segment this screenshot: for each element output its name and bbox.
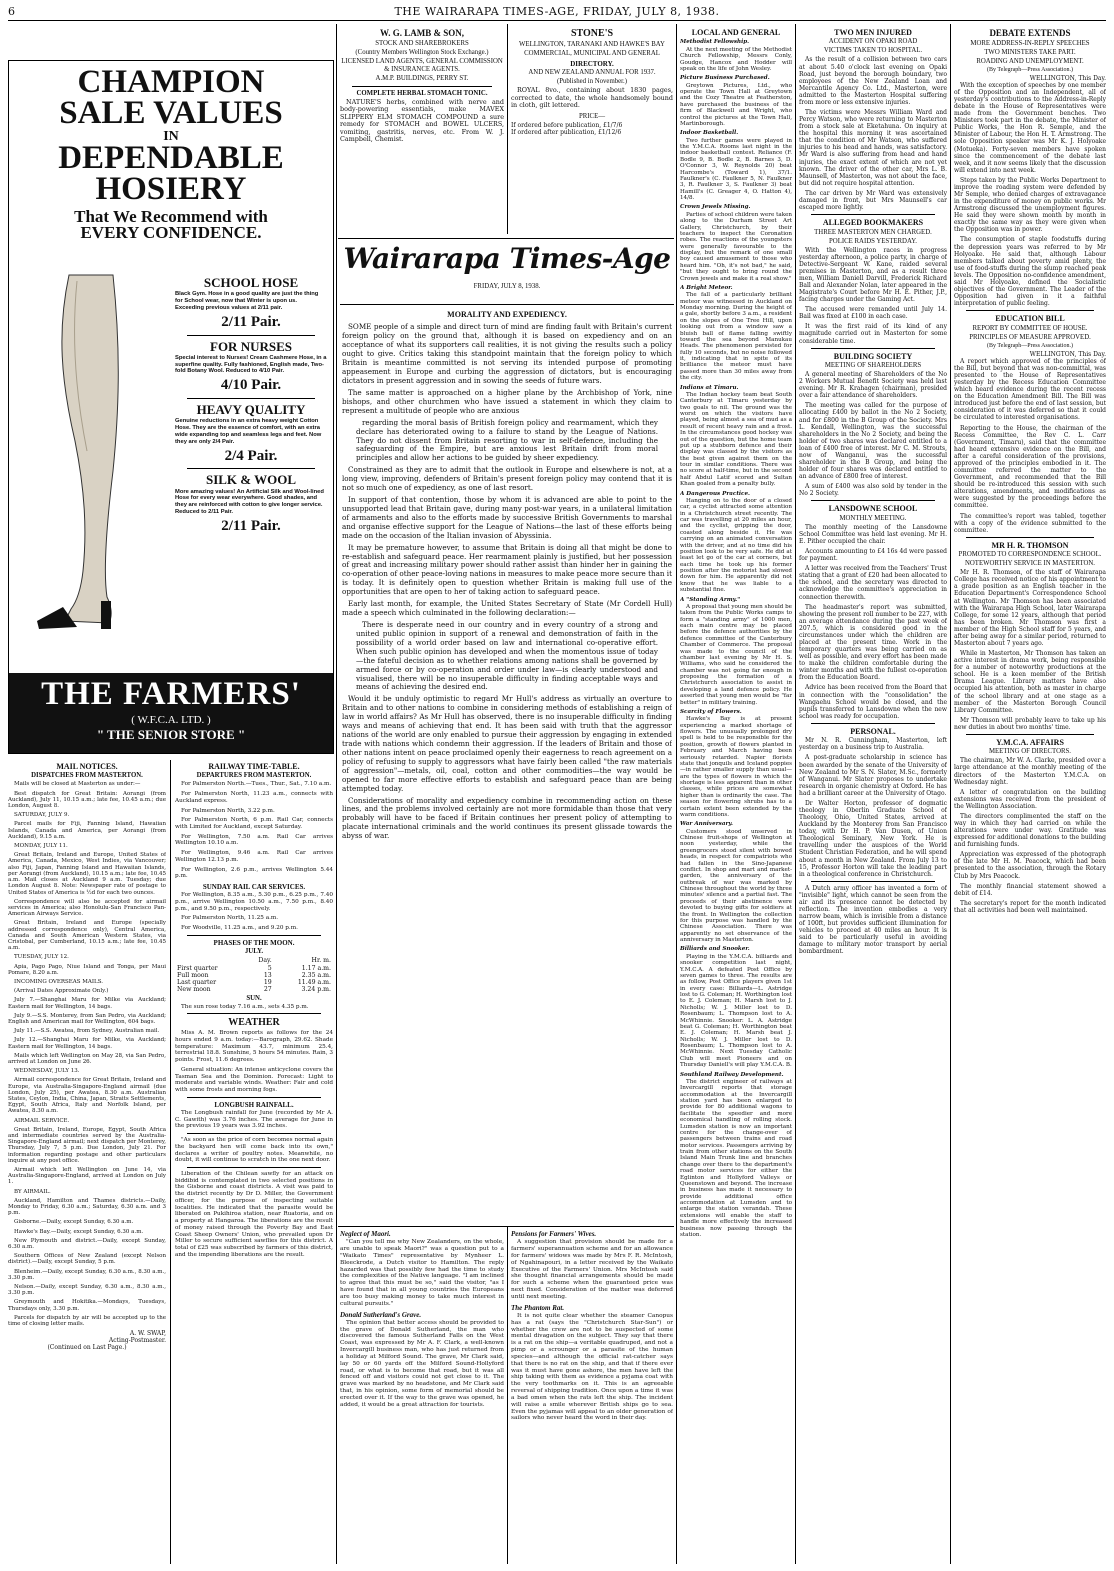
offer-title: SILK & WOOL [205,472,297,488]
masthead [8,6,1106,21]
moon-cell: 27 [263,986,272,994]
sun-title: SUN. [246,994,262,1002]
mail-paragraph: TUESDAY, JULY 12. [14,954,69,961]
lansdowne-body [799,524,947,720]
article-paragraph: Dr Walter Horton, professor of dogmatic theology in Oberlin Graduate School of Theology, Ohio, United States, arrived at Auckland by the Monterey from San Francisco today, with Dr H. P. Van Dusen, of Union Theological Seminary, New York. He is travelling under the auspices of the World Student Christian Federation, and he will spend about a month in New Zealand. From July 13 to 15, Professor Horton will take the leading part in a theological conference in Christchurch. [799,799,947,878]
section-title: LONGBUSH RAINFALL. [214,1100,294,1109]
section-subtitle: TWO MINISTERS TAKE PART. [984,48,1076,56]
divider [338,238,674,239]
article-paragraph: The meeting was called for the purpose of allocating £400 by ballot in the No 2 Society, and for £800 in the B Group of the Society. Mrs L. Kendall, Wellington, was the successful shareholders in the No 2 Society, and being the holder of two shares was declared entitled to a loan of £400 free of interest. Mr C. M. Strouts, now of Wanganui, was the successful shareholder in the B Group, and being the holder of four shares was declared entitled to an advance of £800 free of interest. [799,402,947,481]
bookmakers-body [799,247,947,345]
local-item-heading: A Dangerous Practice. [680,490,750,497]
item-heading: Neglect of Maori. [340,1230,391,1238]
stocking-leg-illustration [17,271,167,631]
personal-body [799,737,947,877]
weather-body [175,1030,333,1093]
continued-note: (Continued on Last Page.) [47,1344,127,1352]
item-text: The opinion that better access should be provided to the grave of Donald Sutherland, the man who discovered the famous Sutherland Falls on the West Coast, was expressed by Mr A. F. Clark, a well-known Invercargill business man, who has just returned from a holiday at Milford Sound. The grave, Mr Clark said, lay 50 or 60 yards off the Milford Sound-Hollyford road, or what is to become that road, but it was all fenced off and visitors could not get close to it. The grave was marked by no headstone, and Mr Clark said that, in his opinion, some form of memorial should be erected over it. If the way to the grave was opened, he added, it would be a great attraction for tourists. [340,1319,504,1408]
mail-paragraph: July 7.—Shanghai Maru for Milke via Auckland; Eastern mail for Wellington, 14 bags. [8,997,166,1010]
moon-cell: First quarter [177,964,218,972]
mail-paragraph: Auckland, Hamilton and Thames districts.—Daily, Monday to Friday, 6.30 a.m.; Saturday, 6.30 a.m. and 3 p.m. [8,1197,166,1217]
mail-paragraph: AIRMAIL SERVICE. [14,1117,70,1124]
section-subtitle: ACCIDENT ON OPAKI ROAD [828,38,918,46]
article-paragraph: Advice has been received from the Board that in connection with the "consolidation" the Wangaehu School would be closed, and the pupils transferred to Lansdowne when the new school was ready for occupation. [799,684,947,720]
local-item-text: The district engineer of railways at Invercargill reports that storage accommodation at the Invercargill station yard has been enlarged to provide for 80 additional wagons to facilitate the speedier and more economical handling of rolling stock. Lumsden station is now an important centre for the change-over of passengers between trains and road motor services. Passengers arriving by train from other stations on the South Island Main Trunk line and branches change over there to the department's road motor services for either the Eglinton and Hollyford Valleys or Queenstown and beyond. The increase in business has made it necessary to provide additional office accommodation at Lumsden and to enlarge the station verandah. These extensions will enable the staff to handle more effectively the increased business now passing through the station. [680,1078,792,1238]
local-item-heading: Crown Jewels Missing. [680,204,751,211]
store-sub: ( W.F.C.A. LTD. ) [131,713,211,726]
divider [811,500,935,501]
local-item-heading: A "Standing Army." [680,596,741,603]
editorial-masthead [340,242,674,302]
local-body [680,39,792,1238]
ad-tagline-2: EVERY CONFIDENCE. [80,222,262,242]
section-subtitle: PROMOTED TO CORRESPONDENCE SCHOOL. [958,551,1102,559]
article-paragraph: With the Wellington races in progress yesterday afternoon, a police party, in charge of Detective-Sergeant W. Kane, raided several premises in Masterton, and as a result three men, William Daniell Darvill, Frederick Richard Ball and Alexander Nolan, later appeared in the Magistrate's Court before Mr H. E. Pither, J.P., facing charges under the Gaming Act. [799,246,947,304]
divider [187,398,315,399]
mail-paragraph: New Plymouth and district.—Daily, except Sunday, 6.30 a.m. [8,1237,166,1251]
section-title: ALLEGED BOOKMAKERS [822,218,924,228]
price-label: PRICE— [578,112,606,120]
herbal-title: COMPLETE HERBAL STOMACH TONIC. [356,89,488,97]
education-body [954,358,1106,534]
mail-paragraph: Great Britain, Ireland and Europe (specially addressed correspondence only), Central America, Canada and South American Western States, via Cristobal, per Cumberland, 10.15 a.m.; late fee, 10.45 a.m. [8,920,166,952]
mail-paragraph: Parcels for dispatch by air will be accepted up to the time of closing letter mails. [8,1314,166,1328]
column-rule [795,24,796,1564]
editorial-title: MORALITY AND EXPEDIENCY. [447,310,567,319]
farmers-store-banner [9,673,333,753]
article-paragraph: Mr Thomson will probably leave to take up his new duties in about two months' time. [954,716,1106,731]
divider [811,348,935,349]
divider [187,1133,321,1134]
ad-line: WELLINGTON, TARANAKI AND HAWKE'S BAY [519,40,665,48]
dateline: WELLINGTON, This Day. [1029,350,1106,358]
editorial-paragraph: regarding the moral basis of British foreign policy and rearmament, which they declare has deteriorated owing to a failure to stand by the League of Nations. They do not dissent from Britain resorting to war in self-defence, including the safeguarding of the Empire, but are anxious lest Britain drift from moral principles and allow her actions to be guided by sheer expediency. [356,417,658,463]
ad-offers [175,273,327,537]
store-name: THE FARMERS' [41,676,301,712]
offer-body: Black Gym. Hose in a good quality are just the thing for School wear, now that Winter is upon us. Exceeding previous values at 2/11 pair. [175,291,319,311]
section-title: SUNDAY RAIL CAR SERVICES. [202,883,306,892]
item-text: "Can you tell me why New Zealanders, on the whole, are unable to speak Maori?" was a question put to a "Waikato Times" representative by Mynheer L. Bleeckrode, a Dutch visitor to Hamilton. The reply hazarded was that possibly few had the time to study the complexities of the Native language. "I am inclined to agree that this must be so," said the visitor, "as I have found that in all young countries the Europeans are too busy making money to take much interest in cultural pursuits." [340,1239,504,1307]
item-text: A suggestion that provision should be made for a farmers' superannuation scheme and for an allowance for farmers' widows was made by Mrs F. R. McIntosh, of Ngahinapouri, in a letter received by the Waikato Executive of the Farmers' Union. Mrs McIntosh said she thought financial arrangements should be made for such a scheme when the guaranteed price was next fixed. Consideration of the matter was deferred until next meeting. [511,1239,673,1300]
divider [966,734,1094,735]
ad-name: W. G. LAMB & SON, [380,28,464,38]
mail-paragraph: July 11.—S.S. Awatea, from Sydney, Australian mail. [14,1028,160,1035]
local-item-text: Hanging on to the door of a closed car, a cyclist attracted some attention in a Christchurch street recently. The car was travelling at 20 miles an hour, and the cyclist, gripping the door, coasted along beside it. He was carrying on an animated conversation with the driver, and at no time did his position look to be very safe. He did at least let go of the car at corners, but each time he took up his former position after the motorist had slowed down for him. He apparently did not know that he was liable to a substantial fine. [680,497,792,594]
mail-paragraph: Apia, Pago Pago, Niue Island and Tonga, per Maui Pomare, 8.20 a.m. [8,963,166,976]
ad-line: LICENSED LAND AGENTS, GENERAL COMMISSION & INSURANCE AGENTS. [341,57,503,73]
moon-month: JULY. [244,948,264,956]
divider [187,935,321,936]
ad-line: COMMERCIAL, MUNICIPAL AND GENERAL [524,49,660,57]
thomson-body [954,569,1106,731]
article-paragraph: Mr N. R. Cunningham, Masterton, left yesterday on a business trip to Australia. [799,737,947,752]
section-title: DEBATE EXTENDS [989,28,1071,38]
editorial-paragraph: It may be premature however, to assume that Britain is doing all that might be done to re-establish and safeguard peace. Her rearmament plainly is justified, but her possession of great and increasing military power should rather assist than hinder her in gaining the co-operation of other peace-loving nations in measures to make peace more secure than it is today. It is definitely open to question whether Britain is making full use of the opportunities that are open to her of taking action to safeguard peace. [342,542,672,597]
weather-paragraph: Miss A. M. Brown reports as follows for the 24 hours ended 9 a.m. today:—Barograph, 29.62. Shade temperature: Maximum 43.7, minimum 25.4, terrestrial 18.8. Sunshine, 5 hours 54 minutes. Rain, 3 points. Frost, 11.6 degrees. [175,1030,333,1064]
mail-paragraph: Airmail correspondence for Great Britain, Ireland and Europe, via Australia-Singapore-England airmail (due London, July 25), per Awatea, 8.30 a.m. Australian States, Ceylon, India, China, Japan, Straits Settlements, Egypt, South Africa, Italy and Norfolk Island, per Awatea, 8.30 a.m. [8,1077,166,1115]
mail-paragraph: SATURDAY, JULY 9. [14,812,70,819]
offer-body: Special interest to Nurses! Cream Cashmere Hose, in a superfine quality. Fully fashioned, English made, Two-fold Botany Wool. Reduced to 4/10 Pair. [175,354,327,375]
mail-paragraph: Correspondence will also be accepted for airmail services in America; also Honolulu-San Francisco Pan-American Airways Service. [8,898,166,918]
short-items-right [511,1228,673,1566]
divider [187,1167,321,1168]
ad-tagline: That We Recommend with [74,206,268,226]
moon-cell: Full moon [177,971,209,979]
offer-title: FOR NURSES [210,338,292,354]
article-paragraph: Appreciation was expressed of the photograph of the late Mr H. M. Peacock, which had been presented to the association, through the Rotary Club by Mrs Peacock. [954,851,1106,880]
mail-paragraph: Great Britain, Ireland and Europe, United States of America, Canada, Mexico, West Indies, via Vancouver; also Fiji, Japan, Fanning Island and Hawaiian Islands, per Aorangi (from Auckland), 10.15 a.m.; late fee, 10.45 a.m. Mail closes at Auckland 9 a.m. Tuesday; due London August 8. Note: Newspaper rate of postage to United States of America is ½d for each two ounces. [8,852,166,896]
mail-paragraph: July 9.—S.S. Monterey, from San Pedro, via Auckland; English and American mail for Wellington, 604 bags. [8,1012,166,1025]
ad-headline-4: DEPENDABLE [58,139,284,176]
article-paragraph: The monthly financial statement showed a debit of £14. [954,882,1106,897]
moon-cell: 2.35 a.m. [301,971,331,979]
mail-paragraph: WEDNESDAY, JULY 13. [14,1068,80,1075]
sunday-body [175,892,333,932]
mail-paragraph: Gisborne.—Daily, except Sunday, 6.30 a.m. [14,1219,134,1226]
offer-price: 2/11 Pair. [221,313,281,330]
article-paragraph: Mr H. R. Thomson, of the staff of Wairarapa College has received notice of his appointment to a grade position as an English teacher in the Education Department's Correspondence School at Wellington. Mr Thomson has been associated with the Wairarapa High School, later Wairarapa College, for some 12 years, although that period has been broken. Mr Thomson was first a member of the High School staff for 5 years, and after being away for a similar period, returned to Masterton about 7 years ago. [954,569,1106,647]
table-row [175,972,333,979]
article-paragraph: With the exception of speeches by one member of the Opposition and an Independent, all of yesterday's contributions to the Address-in-Reply debate in the House of Representatives were made from the Government benches. Two Ministers took part in the debate, the Minister of Public Works, the Hon R. Semple, and the Minister of Labour, the Hon H. T. Armstrong. The sole Opposition speaker was Mr K. J. Holyoake (Motueka). Forty-seven members have spoken since the commencement of the debate last week, and it now seems likely that the discussion will extend into next week. [954,81,1106,174]
ymca-body [954,757,1106,914]
ad-line: AND NEW ZEALAND ANNUAL FOR 1937. [528,69,656,77]
offer-silk-wool [175,472,327,535]
moon-cell: 19 [263,979,272,987]
short-items-left [340,1228,504,1566]
longbush-text: The Longbush rainfall for June (recorded by Mr A. C. Gawith) was 3.76 inches. The average for June in the previous 19 years was 3.92 inches. [175,1110,333,1130]
section-title: EDUCATION BILL [995,314,1065,324]
article-paragraph: The victims were Messrs William Ward and Percy Watson, who were returning to Masterton from a stock sale at Eketahuna. On inquiry at the hospital this morning it was ascertained that the condition of Mr Watson, who suffered injuries to his head and hands, was satisfactory. Mr Ward is also suffering from head and hand injuries, the exact extent of which are not yet known. The driver of the other car, Mrs L. B. Maunsell, of Masterton, was not about the face, but did not require hospital attention. [799,109,947,187]
table-row [175,979,333,986]
section-title: MAIL NOTICES. [56,762,118,771]
divider [811,881,935,882]
article-paragraph: A post-graduate scholarship in science has been awarded by the senate of the University of New Zealand to Mr S. N. Slater, M.Sc., formerly of Wanganui. Mr Slater proposes to undertake research in organic chemistry at Oxford. He has had a brilliant career at the University of Otago. [799,754,947,797]
moon-header-cell: Hr. m. [311,957,331,965]
divider [352,86,492,87]
moon-header-cell [175,957,246,964]
editorial-date: FRIDAY, JULY 8, 1938. [473,283,541,291]
railway-entry: For Wellington, 9.46 a.m. Rail Car arrives Wellington 12.13 p.m. [175,850,333,863]
dateline: WELLINGTON, This Day. [1029,74,1106,82]
divider [187,468,315,469]
local-item-heading: A Bright Meteor. [680,284,733,291]
mail-paragraph: BY AIRMAIL. [14,1188,51,1195]
stones-directory-ad [511,26,673,236]
offer-nurses [175,339,327,396]
railway-entry: For Palmerston North, 11.25 a.m. [181,915,279,922]
local-item-heading: Southland Railway Development. [680,1071,784,1078]
mail-paragraph: Hawke's Bay.—Daily, except Sunday, 6.30 a.m. [14,1228,144,1235]
section-subtitle: MORE ADDRESS-IN-REPLY SPEECHES [970,39,1090,47]
offer-title: HEAVY QUALITY [196,402,306,417]
mail-paragraph: Mails which left Wellington on May 28, via San Pedro, arrived at London on June 26. [8,1052,166,1065]
news-column-6 [954,26,1106,1566]
section-subtitle: POLICE RAIDS YESTERDAY. [829,237,917,245]
moon-cell: 5 [267,964,272,972]
section-subtitle: DISPATCHES FROM MASTERTON. [31,772,143,780]
price-line: If ordered after publication, £1/12/6 [511,128,622,136]
mail-paragraph: Nelson.—Daily, except Sunday, 6.30 a.m., 8.30 a.m., 3.30 p.m. [8,1284,166,1297]
byline: (By Telegraph—Press Association.) [987,66,1073,73]
ad-headline-1: CHAMPION [77,64,265,100]
section-subtitle: NOTEWORTHY SERVICE IN MASTERTON. [964,560,1096,568]
column-rule [507,24,508,234]
ad-body: ROYAL 8vo., containing about 1830 pages, corrected to date, the whole handsomely bound in cloth, gilt lettered. [511,86,673,110]
article-paragraph: Reporting to the House, the chairman of the Recess Committee, the Rev C. L. Carr (Government, Timaru), said that the committee had heard extensive evidence on the Bill, and after a careful consideration of the provisions, approved of the principles embodied in it. The committee referred the matter to the Government, and recommended that the Bill should be re-introduced this session with such alterations, amendments, and modifications as were suggested by the proceedings before the committee. [954,424,1106,510]
local-item-text: Parties of school children were taken along to the Durham Street Art Gallery, Christchurch, by their teachers to inspect the Coronation robes. The reactions of the youngsters were generally favourable to the display, but the remark of one small boy caused amusement to those who heard him. "Oh, it's not bad," he said, "but they ought to bring round the Crown jewels and make it a real show." [680,211,792,282]
mail-notices [8,760,166,1568]
section-title: LOCAL AND GENERAL [691,28,781,37]
railway-entry: For Wellington, 2.6 p.m., arrives Wellington 5.44 p.m. [175,866,333,880]
editorial-paragraph: Would it be unduly optimistic to regard Mr Hull's address as virtually an overture to Britain and to other nations to combine in considering methods of establishing a reign of law in world affairs? As Mr Hull has observed, there is no insuperable difficulty in finding ways and means of achieving that end. It has been said with truth that the aggressor nations of the world are only enabled to pursue their aggression by engaging in extended trade with nations which condemn their aggression. If the leaders of Britain and those of other nations intent on peace proclaimed openly their eagerness to reach agreement on a policy of refusing to supply to aggressors what have fairly been called "the raw materials of aggression"—metals, oil, coal, cotton and other commodities—the way would be opened to far more effective efforts to establish and safeguard peace than are being attempted today. [342,694,672,793]
potato-item: "As soon as the price of corn becomes normal again the backyard hen will come back into its own," declares a writer of poultry notes. Meanwhile, no doubt, it will continue to scratch in the one next door. [175,1137,333,1164]
mail-paragraph: Airmail which left Wellington on June 14, via Australia-Singapore-England, arrived at London on July 1. [8,1167,166,1186]
store-slogan: " THE SENIOR STORE " [96,726,246,742]
moon-cell: 3.24 p.m. [301,986,331,994]
offer-price: 2/11 Pair. [221,517,281,534]
column-rule [507,1226,508,1564]
offer-price: 2/4 Pair. [224,447,278,464]
article-paragraph: The headmaster's report was submitted, showing the present roll number to be 227, with an average attendance during the past week of 207.5, which is considered good in the circumstances under which the children are placed at the present time. Work in the temporary quarters was being carried on as well as possible, and every effort has been made to make the children comfortable during the winter months and with the fullest co-operation from the Education Board. [799,603,947,682]
local-item-text: The fall of a particularly brilliant meteor was witnessed in Auckland on Monday morning. During the height of a gale, shortly before 3 a.m., a resident on the slopes of One Tree Hill, upon looking out from a window saw a bluish ball of flame falling swiftly toward the sea beyond Manukau Heads. The phenomenon persisted for fully 10 seconds, but no noise followed it, indicating that in spite of its brilliance the meteor must have passed more than 30 miles away from the city. [680,292,792,382]
chilean-sawfly-item: Liberation of the Chilean sawfly for an attack on biddibid is contemplated in two selected positions in the Gisborne and coast districts. A visit was paid to the district recently by Dr D. Miller, the Government officer, for the purpose of inspecting suitable localities. He indicated that the parasite would be liberated on Pukihiroa station, near Ruatoria, and on a property at Hangaroa. The liberations are the result of money raised through the Poverty Bay and East Coast Sheep Owners' Union, who prevailed upon Dr Miller to secure sufficient sawflies for this district. A total of £25 was subscribed by farmers of this district, and the impending liberations are the result. [175,1171,333,1258]
item-heading: Donald Sutherland's Grave. [340,1310,422,1319]
railway-entry: For Palmerston North, 3.22 p.m. [181,807,275,814]
moon-cell: 13 [263,971,272,979]
section-subtitle: MONTHLY MEETING. [839,514,907,522]
mail-paragraph: Southern Offices of New Zealand (except Nelson district).—Daily, except Sunday, 5 p.m. [8,1253,166,1266]
editorial [342,308,672,1226]
ad-name: STONE'S [570,28,614,39]
local-item-text: Hawke's Bay is at present experiencing a marked shortage of flowers. The unusually prolonged dry spell is held to be responsible for the position, growth of flowers planted in February and March having been seriously retarded. Napier florists state that jonquils and Iceland poppies—in rather smaller supply than usual—are the types of flowers in which the shortage is less apparent than in other classes, while prices are somewhat higher than is ordinarily the case. The season for flowering shrubs has to a certain extent been extended by the warm conditions. [680,716,792,818]
divider [338,1226,674,1227]
section-title: TWO MEN INJURED [834,28,912,37]
ad-line: STOCK AND SHAREBROKERS [375,39,469,47]
article-paragraph: Steps taken by the Public Works Department to improve the roading system were defended by Mr Semple, who denied charges of extravagance in the expenditure of money on public works. Mr Armstrong discussed the unemployment figures. He said they were shown month by month in exactly the same way as they were given when the Opposition was in power. [954,176,1106,234]
offer-title: SCHOOL HOSE [203,275,299,290]
section-title: Y.M.C.A. AFFAIRS [996,737,1064,747]
section-title: PERSONAL. [850,726,896,736]
section-subtitle: ROADING AND UNEMPLOYMENT. [976,57,1084,65]
offer-heavy-quality [175,402,327,465]
section-title: RAILWAY TIME-TABLE. [208,762,300,771]
article-paragraph: The committee's report was tabled, together with a copy of the evidence submitted to the committee. [954,512,1106,534]
table-row [175,986,333,993]
ad-line: (Published in November.) [556,78,628,86]
section-title: BUILDING SOCIETY [833,351,913,361]
local-item-text: The Indian hockey team beat South Canterbury at Timaru yesterday by two goals to nil. The ground was the worst on which the visitors have played, being almost a sea of mud as a result of recent heavy rain and a frost. In the circumstances good hockey was out of the question, but the home team put up a stubborn defence and their display was classed by the visitors as the best given against them on the tour in similar conditions. There was no score at half-time, but in the second half Abdul Latif scored and Sultan Khan goaled from a penalty bully. [680,391,792,488]
offer-body: More amazing values! An Artificial Silk and Wool-lined Hose for every wear everywhere. Good shades, and they are reinforced with cotton to give longer service. Reduced to 2/11 Pair. [175,488,324,516]
editorial-paragraph: Constrained as they are to admit that the outlook in Europe and elsewhere is not, at a long view, improving, defenders of Britain's present foreign policy may contend that it is not so much one of expediency, as one of last resort. [342,465,672,493]
news-column-5 [799,26,947,1566]
local-item-text: Greytown Pictures, Ltd., who operate the Town Hall at Greytown and the Cozy Theatre at Featherston, have purchased the business of the firm of Blackwell and Wright, who control the pictures at the Town Hall, Martinborough. [680,82,792,127]
ad-headline-2: SALE VALUES [59,95,283,132]
sun-text: The sun rose today 7.16 a.m., sets 4.35 p.m. [181,1003,309,1010]
ad-line: (Country Members Wellington Stock Exchange.) [355,48,489,56]
mail-paragraph: Blenheim.—Daily, except Sunday, 6.30 a.m., 8.30 a.m., 3.30 p.m. [8,1268,166,1281]
editorial-paragraph: Considerations of morality and expediency combine in recommending action on these lines, and the problems involved certainly are not more formidable than those that very probably will have to be faced if Britain continues her present policy of attempting to placate international criminals and the world continues its present glissade towards the abyss of war. [342,795,672,841]
debate-body [954,82,1106,307]
article-paragraph: It was the first raid of its kind of any magnitude carried out in Masterton for some considerable time. [799,323,947,345]
mail-paragraph: Greymouth and Hokitika.—Mondays, Tuesdays, Thursdays only, 3.30 p.m. [8,1299,166,1312]
ad-line: DIRECTORY. [570,59,614,68]
weather-paragraph: General situation: An intense anticyclone covers the Tasman Sea and the Dominion. Forecast: Light to moderate and variable winds. Weather: Fair and cold with some frosts and morning fogs. [175,1066,333,1094]
divider [966,310,1094,311]
article-paragraph: A letter of congratulation on the building extensions was received from the president of the Wellington Association. [954,788,1106,810]
local-item-text: At the next meeting of the Methodist Church Fellowship, Messrs Conly, Goudge, Hancox and Hodder will speak on the life of John Wesley. [680,46,792,72]
offer-school-hose [175,275,327,332]
editorial-paragraph: There is desperate need in our country and in every country of a strong and united public opinion in support of a renewal and demonstration of faith in the possibility of a world order based on law and international co-operative effort. When such public opinion has developed and when the momentous issue of today—the fateful decision as to whether relations among nations shall be governed by armed force or by co-operation and order under law—is clearly understood and visualised, there will be no insuperable difficulty in finding acceptable ways and means of achieving the desired end. [356,620,658,692]
column-rule [676,24,677,1564]
table-row [175,965,333,972]
moon-cell: Last quarter [177,979,217,987]
section-subtitle: VICTIMS TAKEN TO HOSPITAL. [823,47,923,55]
railway-body [175,781,333,880]
section-subtitle: REPORT BY COMMITTEE OF HOUSE. [972,324,1088,332]
divider [811,723,935,724]
article-paragraph: The monthly meeting of the Lansdowne School Committee was held last evening. Mr H. E. Pither occupied the chair. [799,523,947,545]
section-subtitle: MEETING OF SHAREHOLDERS [824,362,922,370]
signature: A. W. SWAP, [129,1330,166,1338]
ad-line: A.M.P. BUILDINGS, PERRY ST. [375,74,469,82]
article-paragraph: A sum of £400 was also sold by tender in the No 2 Society. [799,483,947,498]
signature-title: Acting-Postmaster. [108,1337,166,1345]
article-paragraph: The car driven by Mr Ward was extensively damaged in front, but Mrs Maunsell's car escaped more lightly. [799,189,947,212]
local-item-heading: Indians at Timaru. [680,384,739,391]
offer-body: Genuine reductions in an extra heavy weight Cotton Hose. They are the essence of comfort, with an extra wide expanding top and seamless legs and feet. Now they are only 2/4 Pair. [175,418,322,445]
column-rule [950,24,951,1564]
masthead-title: THE WAIRARAPA TIMES-AGE, FRIDAY, JULY 8, 1938. [394,6,720,18]
divider [811,214,935,215]
divider [966,537,1094,538]
mail-paragraph: INCOMING OVERSEAS MAILS. [14,978,104,985]
editorial-paragraph: Early last month, for example, the United States Secretary of State (Mr Cordell Hull) made a speech which culminated in the following declaration:— [342,599,672,618]
section-subtitle: THREE MASTERTON MEN CHARGED. [814,228,932,236]
local-item-text: Two further games were played in the Y.M.C.A. Rooms last night in the indoor basketball contest. Reliance (F. Bodle 9, B. Bodle 2, B. Barnes 3, D. O'Connor 3, W. Reynolds 20) beat Harcombe's (Toward 1), 37/1. Faulkner's (C. Faulkner 5, N. Faulkner 3, R. Faulkner 3, S. Faulkner 3) beat Hamill's (C. Greager 4, O. Hatton 4), 14/8. [680,137,792,202]
article-paragraph: While in Masterton, Mr Thomson has taken an active interest in drama work, being responsible for a number of noteworthy productions at the school. He is a keen member of the British Drama League. Library matters have also occupied his attention, both as master in charge of the school library and at one stage as a member of the Masterton Borough Council Library Committee. [954,650,1106,714]
section-subtitle: MEETING OF DIRECTORS. [988,748,1071,756]
price-line: If ordered before publication, £1/7/6 [511,121,623,129]
lamb-son-ad [340,26,504,236]
mail-paragraph: MONDAY, JULY 11. [14,843,68,850]
local-item-text: A proposal that young men should be taken from the Public Works camps to form a "standing army" of 1000 men, each main centre may be placed before the defence authorities by the defence committee of the Canterbury Chamber of Commerce. The proposal was made to the council of the chamber last evening by Mr H. S. Williams, who said he considered the chamber was not going far enough in proposing the formation of a Christchurch association to assist in developing a land defence policy. He asserted that young men would be "far better" in military training. [680,603,792,706]
mail-paragraph: Best dispatch for Great Britain: Aorangi (from Auckland), July 11, 10.15 a.m.; late fee, 10.45 a.m.; due London, August 8. [8,790,166,810]
local-item-heading: Scarcity of Flowers. [680,708,742,715]
editorial-paragraph: The same matter is approached on a higher plane by the Archbishop of York, nine bishops, and other churchmen who have issued a statement in which they claim to represent a multitude of people who are anxious [342,387,672,415]
local-item-heading: Methodist Fellowship. [680,39,750,46]
local-item-heading: Indoor Basketball. [680,130,739,137]
article-paragraph: A general meeting of Shareholders of the No 2 Workers Mutual Benefit Society was held last evening. Mr R. Krahagen (chairman), presided over a fair attendance of shareholders. [799,371,947,400]
editorial-body [342,323,672,841]
item-heading: Pensions for Farmers' Wives. [511,1230,597,1238]
article-paragraph: A report which approved of the principles of the Bill, but beyond that was non-committal, was presented to the House of Representatives yesterday by the Recess Education Committee which heard evidence during the recent recess on the Education Amendment Bill. The Bill was introduced just before the end of last session, but consideration of it was deferred so that it could be circulated to interested organisations. [954,357,1106,422]
article-paragraph: Accounts amounting to £4 16s 4d were passed for payment. [799,548,947,563]
local-item-heading: Billiards and Snooker. [680,946,750,953]
divider [187,1013,321,1014]
column-rule [336,24,337,1564]
column-rule [170,760,171,1564]
article-paragraph: The accused were remanded until July 14. Bail was fixed at £100 in each case. [799,306,947,321]
article-paragraph: The chairman, Mr W. A. Clarke, presided over a large attendance at the monthly meeting of the directors of the Masterton Y.M.C.A. on Wednesday night. [954,757,1106,786]
railway-entry: For Woodville, 11.25 a.m., and 9.20 p.m. [181,925,298,932]
mail-paragraph: Mails will be closed at Masterton as under:— [14,781,141,788]
moon-table [175,957,333,994]
herbal-body: NATURE'S herbs, combined with nerve and body-powering essentials, make MAVEX SLIPPERY ELM STOMACH COMPOUND a sure remedy for STOMACH and BOWEL ULCERS, vomiting, gastritis, nerves, etc. From W. J. Campbell, Chemist. [340,97,504,144]
local-and-general [680,26,792,1566]
moon-header-cell: Day. [258,957,272,965]
item-heading: The Phantom Rat. [511,1303,565,1312]
article-paragraph: The secretary's report for the month indicated that all activities had been well maintained. [954,899,1106,914]
moon-cell: 11.49 a.m. [297,979,331,987]
local-item-heading: Picture Business Purchased. [680,75,770,82]
mail-body [8,781,166,1327]
moon-cell: 1.17 a.m. [301,964,331,972]
local-item-text: Customers stood unserved in Chinese fruit-shops of Wellington at noon yesterday, while the greengrocers stood silent with bowed heads, in respect for compatriots who had fallen in the Sino-Japanese conflict. In shop and mart and market-garden, the anniversary of the outbreak of war was marked by Chinese throughout the world by three minutes' silence and a partial fast. The proceeds of their abstinence were devoted to buying gifts for soldiers at the front. In Wellington the collection for this purpose was handled by the Chinese Association. There was apparently no set observance of the anniversary in Masterton. [680,828,792,944]
divider [187,1097,321,1098]
page-number: 6 [8,6,15,18]
mail-paragraph: Parcel mails for Fiji, Fanning Island, Hawaiian Islands, Canada and America, per Aorangi (from Auckland), 9.15 a.m. [8,821,166,840]
railway-entry: For Palmerston North, 11.23 a.m., connects with Auckland express. [175,791,333,804]
editorial-paragraph: SOME people of a simple and direct turn of mind are finding fault with Britain's current foreign policy on the ground that, although it is based on expediency and on an acceptance of what its supporters call realities, it is not giving the results such a policy ought to give. Critics taking this standpoint maintain that the foreign policy to which Britain is meantime committed is not serving its intended purpose of promoting appeasement in Europe and curbing the aggression of dictators, but is encouraging dictators in present aggression and in sowing the seeds of future wars. [342,322,672,385]
building-body [799,371,947,497]
offer-price: 4/10 Pair. [220,377,282,394]
local-item-heading: War Anniversary. [680,821,733,828]
article-paragraph: As the result of a collision between two cars at about 5.40 o'clock last evening on Opaki Road, just beyond the borough boundary, two employees of the New Zealand Loan and Mercantile Agency Co. Ltd., Masterton, were admitted to the Masterton Hospital suffering from more or less extensive injuries. [799,56,947,106]
ad-headline-3: IN [163,128,179,144]
mail-paragraph: July 12.—Shanghai Maru for Milke, via Auckland; Eastern mail for Wellington, 14 bags. [8,1037,166,1050]
ad-headline-5: HOSIERY [95,171,247,208]
divider [187,335,315,336]
farmers-hosiery-ad [8,60,334,754]
article-paragraph: A letter was received from the Teachers' Trust stating that a grant of £20 had been allocated to the school, and the secretary was directed to acknowledge the committee's appreciation in connection therewith. [799,565,947,601]
article-paragraph: The consumption of staple foodstuffs during the depression years was referred to by Mr Holyoake. He said that, although Labour members talked about poverty amid plenty, the use of food-stuffs during the slump reached peak levels. The Opposition no-confidence amendment, said Mr Holyoake, defined the Socialistic objectives of the Government. The Leader of the Opposition had given in it a faithful interpretation of public feeling. [954,236,1106,308]
section-title: MR H. R. THOMSON [991,540,1069,550]
section-title: WEATHER [228,1017,280,1029]
paper-nameplate: Wairarapa Times-Age [343,242,671,275]
moon-cell: New moon [177,986,211,994]
local-item-text: Playing in the Y.M.C.A. billiards and snooker competition last night, Y.M.C.A. A defeated Post Office by seven games to three. The results are as follow, Post Office players given 1st in every case: Billiards—L. Astridge lost to G. Coleman; H. Worthington lost to E. J. Coleman; H. Marsh lost to J. Nicholls; W. J. Miller lost to D. Rosenbaum; L. Thompson lost to A. McWhinnie. Snooker: L. A. Astridge beat G. Coleman; H. Worthington beat E. J. Coleman; H. Marsh beat J. Nicholls; W. J. Miller lost to D. Rosenbaum; L. Thompson lost to A. McWhinnie. Next Tuesday Catholic Club will meet Pioneers and on Thursday Daniell's will play Y.M.C.A. B. [680,953,792,1069]
two-men-body [799,56,947,211]
section-title: PHASES OF THE MOON. [213,938,295,947]
article-paragraph: The directors complimented the staff on the way in which they had carried on while the alterations were under way. Gratitude was expressed for additional donations to the building and furnishing funds. [954,812,1106,849]
item-text: It is not quite clear whether the steamer Canopus has a rat (says the "Christchurch Star-Sun") or whether the crew are not to be suspected of some mental divagation on the subject. They say that there is a rat on the ship—a veritable quadruped, and not a pimp or a scrounger or a parasite of the human species—and although the official rat-catcher says that there is no rat on the ship, and that if there ever was it must have gone ashore, the men have left the ship taking with them as evidence a pyjama coat with the very toothmarks on it. This is an agreeable reversal of shipping tradition. Once upon a time it was a bad omen when the rats left the ship. The incident will raise a smile wherever British ships go to sea. Even the pyjamas will appeal to an older generation of sailors who never heard the word in their day. [511,1312,673,1422]
editorial-paragraph: In support of that contention, those by whom it is advanced are able to point to the unsupported lead that Britain gave, during many post-war years, in a unilateral limitation of armaments and also to the efforts made by successive British Governments to marshal and organise effective support for the League of Nations—the last of these efforts being made on the occasion of the Italian invasion of Abyssinia. [342,495,672,540]
section-subtitle: PRINCIPLES OF MEASURE APPROVED. [969,333,1091,341]
railway-entry: For Wellington, 7.50 a.m. Rail Car arrives Wellington 10.10 a.m. [175,833,333,847]
railway-entry: For Palmerston North.—Tues., Thur., Sat., 7.10 a.m. [181,781,332,788]
dutch-light-item: A Dutch army officer has invented a form of "invisible" light, which cannot be seen from the air and its presence cannot be detected by reflection. The invention embodies a very narrow beam, which is invisible from a distance of 100ft, but provides sufficient illumination for vehicles to proceed at 40 miles an hour. It is said to be particularly useful in avoiding damage to military motor transport by aerial bombardment. [799,884,947,956]
section-subtitle: DEPARTURES FROM MASTERTON. [196,772,312,780]
byline: (By Telegraph—Press Association.) [987,342,1073,349]
mail-paragraph: Great Britain, Ireland, Europe, Egypt, South Africa and intermediate countries served by the Australia-Singapore-England airmail; next dispatch per Monterey, Thursday, July 7, 5 p.m. Due London, July 21. For information regarding postage and other particulars inquire at any post office. [8,1126,166,1164]
divider [340,304,674,305]
railway-weather-column [175,760,333,1568]
railway-entry: For Wellington, 8.35 a.m., 5.30 p.m., 6.25 p.m., 7.40 p.m., arrive Wellington 10.50 a.m., 7.50 p.m., 8.40 p.m., and 9.50 p.m., respectively. [175,892,333,912]
railway-entry: For Palmerston North, 6 p.m. Rail Car, connects with Limited for Auckland, except Saturday. [175,817,333,831]
mail-paragraph: (Arrival Dates Approximate Only.) [14,988,109,995]
section-title: LANSDOWNE SCHOOL [828,504,918,514]
